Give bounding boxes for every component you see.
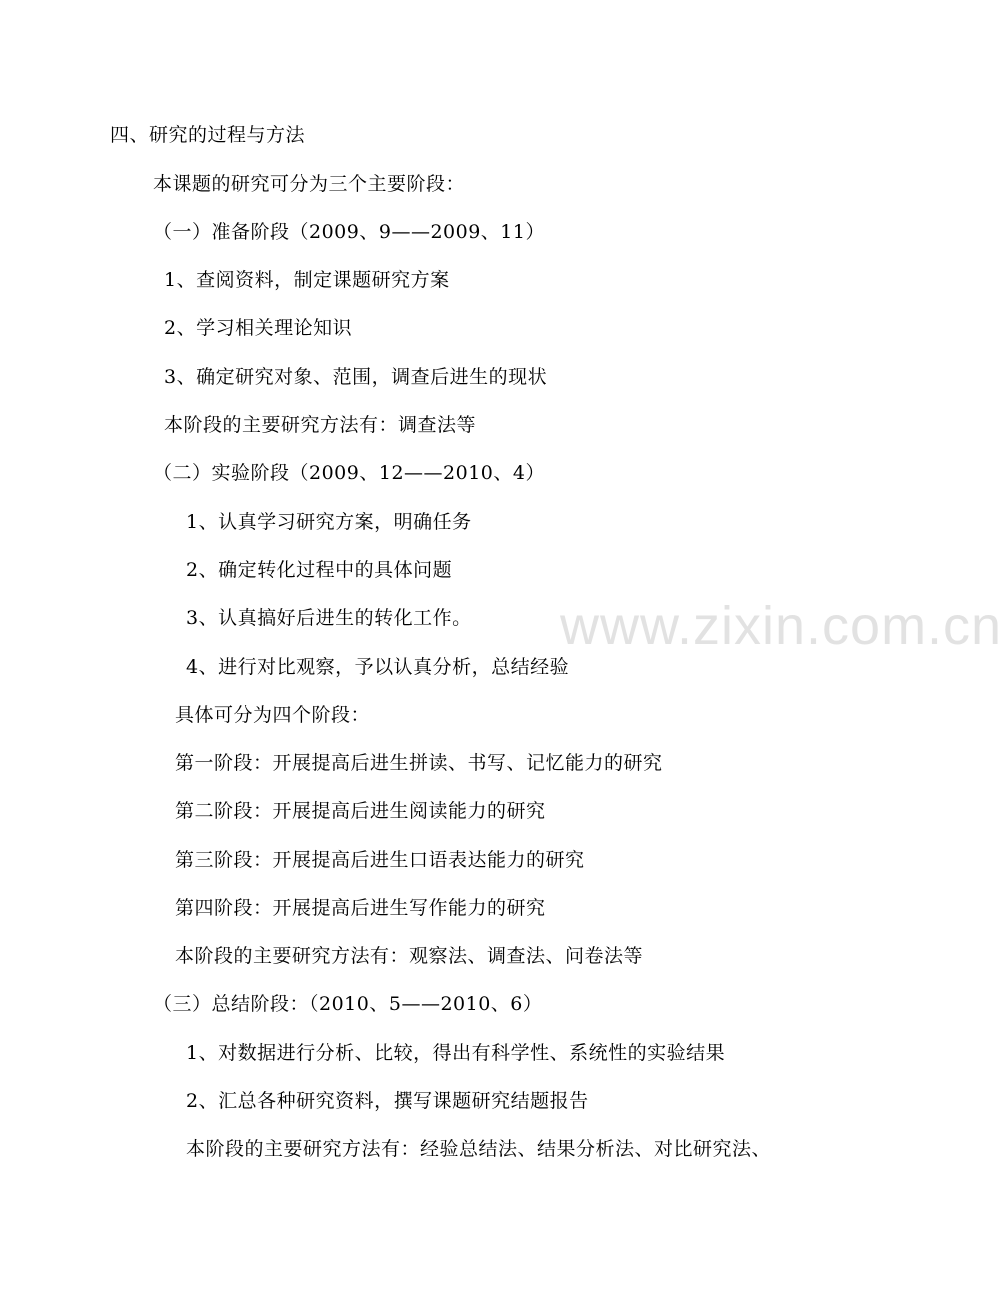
- stage-three-item-2: 2、汇总各种研究资料，撰写课题研究结题报告: [186, 1090, 589, 1112]
- stage-two-item-2: 2、确定转化过程中的具体问题: [186, 559, 453, 581]
- stage-two-heading: （二）实验阶段（2009、12——2010、4）: [153, 462, 545, 484]
- watermark-text: www.zixin.com.cn: [560, 596, 1002, 656]
- stage-two-item-3: 3、认真搞好后进生的转化工作。: [186, 607, 472, 629]
- stage-one-item-2: 2、学习相关理论知识: [164, 317, 353, 339]
- stage-three-methods: 本阶段的主要研究方法有：经验总结法、结果分析法、对比研究法、: [186, 1138, 772, 1160]
- sub-stage-4: 第四阶段：开展提高后进生写作能力的研究: [175, 897, 546, 919]
- sub-stage-2: 第二阶段：开展提高后进生阅读能力的研究: [175, 800, 546, 822]
- stage-two-item-4: 4、进行对比观察，予以认真分析，总结经验: [186, 656, 570, 678]
- stage-three-heading: （三）总结阶段：（2010、5——2010、6）: [153, 993, 543, 1015]
- section-heading: 四、研究的过程与方法: [110, 124, 306, 146]
- stage-one-item-3: 3、确定研究对象、范围，调查后进生的现状: [164, 366, 548, 388]
- stage-one-item-1: 1、查阅资料，制定课题研究方案: [164, 269, 450, 291]
- intro-paragraph: 本课题的研究可分为三个主要阶段：: [153, 173, 466, 195]
- sub-stage-3: 第三阶段：开展提高后进生口语表达能力的研究: [175, 849, 585, 871]
- stage-three-item-1: 1、对数据进行分析、比较，得出有科学性、系统性的实验结果: [186, 1042, 726, 1064]
- stage-two-item-1: 1、认真学习研究方案，明确任务: [186, 511, 472, 533]
- stage-one-methods: 本阶段的主要研究方法有：调查法等: [164, 414, 477, 436]
- stage-two-methods: 本阶段的主要研究方法有：观察法、调查法、问卷法等: [175, 945, 644, 967]
- sub-stages-intro: 具体可分为四个阶段：: [175, 704, 371, 726]
- stage-one-heading: （一）准备阶段（2009、9——2009、11）: [153, 221, 545, 243]
- sub-stage-1: 第一阶段：开展提高后进生拼读、书写、记忆能力的研究: [175, 752, 663, 774]
